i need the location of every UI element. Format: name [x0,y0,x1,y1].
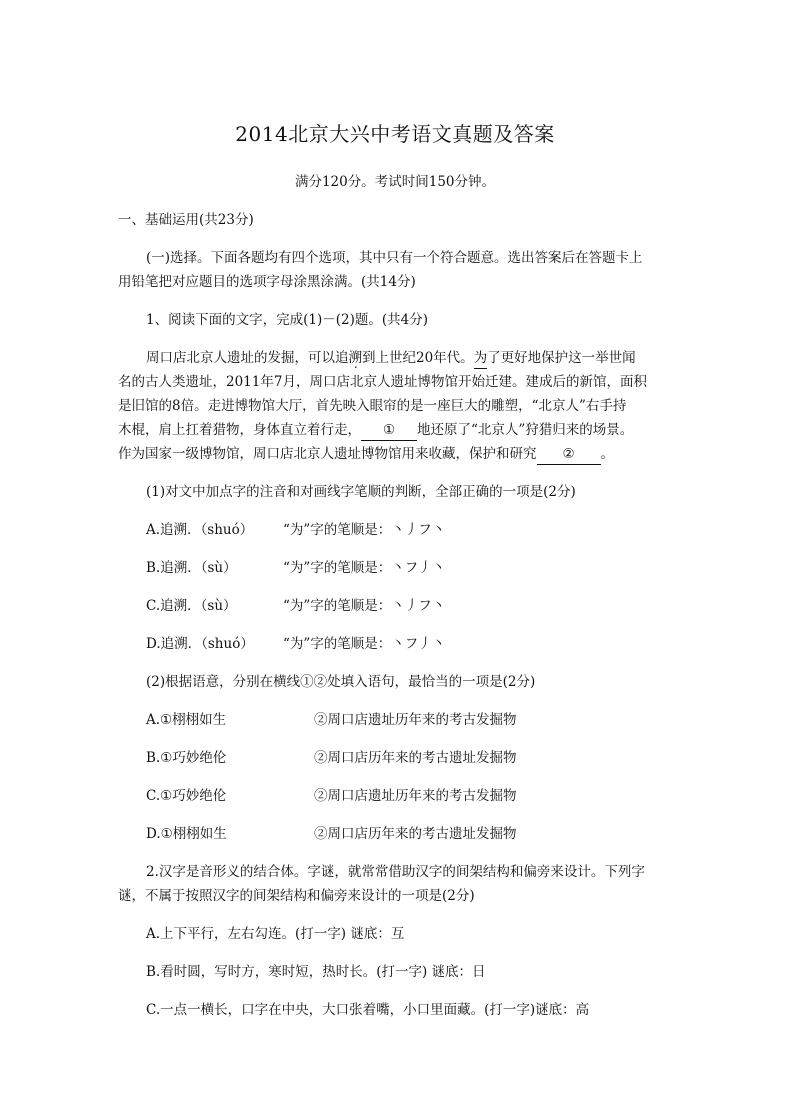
passage-line-2: 名的古人类遗址，2011年7月，周口店北京人遗址博物馆开始迁建。建成后的新馆，面积 [118,374,647,390]
passage-text: 了更好地保护这一举世闻 [487,350,636,366]
option-row [146,634,445,654]
option-label: A.①栩栩如生 [146,712,227,728]
option-row [146,596,445,616]
question-1-stem: 1、阅读下面的文字，完成(1)－(2)题。(共4分) [146,312,428,328]
passage-line-5 [118,444,614,465]
passage-line-3: 是旧馆的8倍。走进博物馆大厅，首先映入眼帘的是一座巨大的雕塑，“北京人”右手持 [118,398,627,414]
exam-info: 满分120分。考试时间150分钟。 [294,174,496,190]
option-label: A.追溯．（shuó） [146,522,254,538]
passage-text: 木棍，肩上扛着猎物，身体直立着行走， [118,422,361,438]
option-row [146,710,517,730]
passage-line-1 [146,348,636,369]
option-row: A.上下平行，左右勾连。(打一字) 谜底：互 [146,926,405,942]
option-row [146,824,517,844]
question-2-stem-line-1: 2.汉字是音形义的结合体。字谜，就常常借助汉字的间架结构和偏旁来设计。下列字 [146,864,645,880]
option-row [146,786,517,806]
section-heading: 一、基础运用(共23分) [118,212,254,228]
question-2-stem-line-2: 谜，不属于按照汉字的间架结构和偏旁来设计的一项是(2分) [118,888,475,904]
passage-text: 到上世纪20年代。 [362,350,474,366]
option-label: B.①巧妙绝伦 [146,750,227,766]
option-row [146,748,517,768]
option-row: B.看时圆，写时方，寒时短，热时长。(打一字) 谜底：日 [146,964,486,980]
question-1-1-stem: (1)对文中加点字的注音和对画线字笔顺的判断，全部正确的一项是(2分) [146,484,576,500]
instructions-line-1: (一)选择。下面各题均有四个选项，其中只有一个符合题意。选出答案后在答题卡上 [146,250,643,266]
passage-text: 作为国家一级博物馆，周口店北京人遗址博物馆用来收藏，保护和研究 [118,446,537,462]
passage-text: 。 [600,446,614,462]
underlined-character: 为 [474,348,488,369]
option-text: ②周口店遗址历年来的考古发掘物 [314,788,517,804]
blank-1: ① [361,420,417,441]
question-1-2-stem: (2)根据语意，分别在横线①②处填入语句，最恰当的一项是(2分) [146,674,536,690]
passage-text: 地还原了“北京人”狩猎归来的场景。 [417,422,634,438]
option-label: D.①栩栩如生 [146,826,227,842]
blank-2: ② [537,444,601,465]
option-text: “为”字的笔顺是：丶フ丿丶 [283,560,446,576]
option-text: “为”字的笔顺是：丶丿フ丶 [283,522,446,538]
option-text: “为”字的笔顺是：丶丿フ丶 [283,598,446,614]
option-row [146,520,445,540]
passage-text: 周口店北京人遗址的发掘，可以追 [146,350,349,366]
passage-line-4 [118,420,633,441]
option-label: C.追溯．（sù） [146,598,237,614]
option-label: B.追溯．（sù） [146,560,237,576]
option-label: C.①巧妙绝伦 [146,788,227,804]
dotted-character: 溯 [348,350,362,366]
option-text: ②周口店历年来的考古遗址发掘物 [314,750,517,766]
option-text: ②周口店历年来的考古遗址发掘物 [314,826,517,842]
option-row: C.一点一横长，口字在中央，大口张着嘴，小口里面藏。(打一字)谜底：高 [146,1002,590,1018]
document-title: 2014北京大兴中考语文真题及答案 [235,122,555,146]
instructions-line-2: 用铅笔把对应题目的选项字母涂黑涂满。(共14分) [118,274,416,290]
option-label: D.追溯．（shuó） [146,636,254,652]
option-text: ②周口店遗址历年来的考古发掘物 [314,712,517,728]
option-text: “为”字的笔顺是：丶フ丿丶 [283,636,446,652]
option-row [146,558,445,578]
